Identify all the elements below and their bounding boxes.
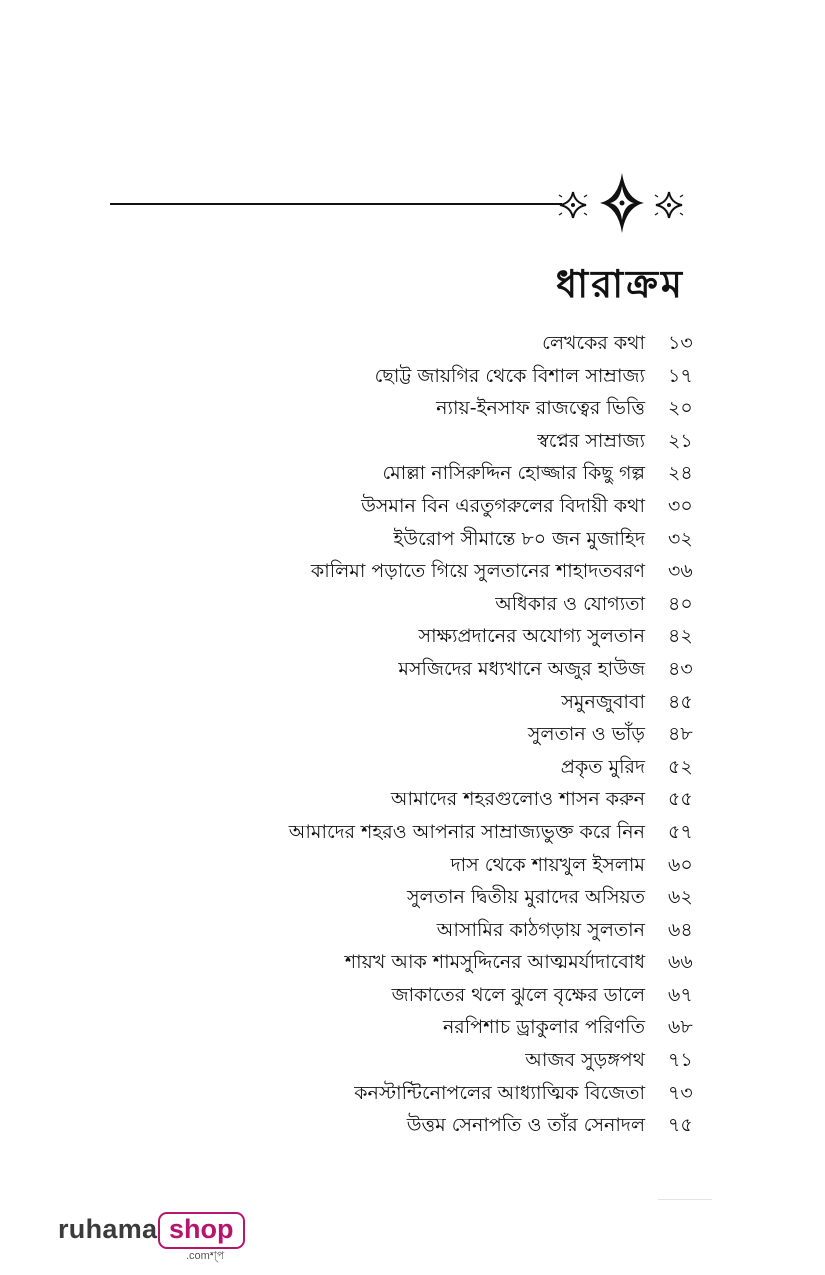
toc-entry-page: ১৩ (668, 332, 693, 354)
toc-entry-title: আসামির কাঠগড়ায় সুলতান (436, 918, 645, 941)
toc-title: ধারাক্রম (555, 262, 685, 306)
toc-entry (0, 686, 825, 719)
toc-entry-title: স্বপ্নের সাম্রাজ্য (537, 429, 645, 452)
toc-entry (0, 881, 825, 914)
toc-entry-title: জাকাতের থলে ঝুলে বৃক্ষের ডালে (391, 983, 645, 1006)
toc-entry-title: মসজিদের মধ্যখানে অজুর হাউজ (398, 657, 645, 680)
toc-entry-page: ২৪ (668, 462, 693, 485)
toc-entry-page: ৫২ (668, 755, 693, 778)
toc-entry-page: ৬৮ (668, 1016, 693, 1039)
toc-entry-page: ৬০ (668, 853, 693, 876)
toc-entry-page: ৪৮ (668, 723, 693, 746)
toc-entry (0, 425, 825, 458)
toc-entry (0, 979, 825, 1012)
toc-entry-title: দাস থেকে শায়খুল ইসলাম (450, 853, 645, 876)
toc-entry (0, 1077, 825, 1110)
toc-entry-title: শায়খ আক শামসুদ্দিনের আত্মমর্যাদাবোধ (344, 951, 645, 974)
toc-entry-title: আমাদের শহরগুলোও শাসন করুন (390, 788, 645, 811)
toc-entry-page: ২১ (668, 429, 693, 452)
toc-entry-page: ৭৩ (668, 1081, 693, 1104)
toc-entry (0, 718, 825, 751)
small-star-left-icon (559, 192, 587, 218)
logo-brand-text: ruhama (58, 1214, 158, 1244)
toc-entry-title: ন্যায়-ইনসাফ রাজত্বের ভিত্তি (436, 397, 645, 420)
toc-entry-title: প্রকৃত মুরিদ (560, 755, 645, 778)
logo-domain: .comশ্প (186, 1250, 225, 1262)
toc-entry-title: অধিকার ও যোগ্যতা (495, 592, 645, 615)
toc-entry (0, 457, 825, 490)
toc-entry-page: ৪৫ (668, 690, 693, 713)
toc-entry-page: ৫৭ (668, 820, 693, 843)
toc-entry-title: ইউরোপ সীমান্তে ৮০ জন মুজাহিদ (393, 527, 645, 550)
toc-entry-title: সাক্ষ্যপ্রদানের অযোগ্য সুলতান (418, 625, 645, 648)
toc-list (0, 327, 825, 1142)
toc-entry (0, 588, 825, 621)
toc-entry-page: ৩২ (668, 527, 693, 550)
toc-entry-title: ছোট্ট জায়গির থেকে বিশাল সাম্রাজ্য (374, 364, 645, 387)
toc-entry-page: ২০ (668, 397, 693, 420)
large-star-icon (600, 173, 644, 233)
logo-brand-box: shop (158, 1212, 245, 1249)
toc-entry-title: লেখকের কথা (542, 332, 645, 354)
toc-entry (0, 816, 825, 849)
toc-entry (0, 1044, 825, 1077)
toc-entry-title: আমাদের শহরও আপনার সাম্রাজ্যভুক্ত করে নিন (288, 820, 645, 843)
toc-entry (0, 1109, 825, 1142)
toc-entry-page: ৪৩ (668, 657, 693, 680)
toc-entry-title: সমুনজুবাবা (561, 690, 645, 713)
toc-entry-title: উসমান বিন এরতুগরুলের বিদায়ী কথা (361, 494, 645, 517)
toc-entry-page: ৩৬ (668, 560, 693, 583)
toc-entry (0, 555, 825, 588)
toc-entry (0, 751, 825, 784)
toc-entry (0, 914, 825, 947)
toc-entry (0, 392, 825, 425)
toc-entry-page: ৬৪ (668, 918, 693, 941)
toc-entry-title: মোল্লা নাসিরুদ্দিন হোজ্জার কিছু গল্প (382, 462, 645, 485)
toc-entry (0, 783, 825, 816)
footer-divider (658, 1199, 712, 1200)
toc-entry (0, 849, 825, 882)
toc-entry-title: আজব সুড়ঙ্গপথ (525, 1049, 645, 1072)
toc-entry-page: ৫৫ (668, 788, 693, 811)
toc-entry (0, 946, 825, 979)
toc-entry-title: কনস্টান্টিনোপলের আধ্যাত্মিক বিজেতা (354, 1081, 645, 1104)
toc-entry-page: ৬৭ (668, 983, 693, 1006)
toc-entry-title: সুলতান দ্বিতীয় মুরাদের অসিয়ত (406, 886, 645, 909)
toc-entry-page: ৬২ (668, 886, 693, 909)
toc-entry-page: ৬৬ (668, 951, 693, 974)
toc-entry-title: সুলতান ও ভাঁড় (527, 723, 645, 746)
toc-entry (0, 653, 825, 686)
toc-entry-title: নরপিশাচ ড্রাকুলার পরিণতি (442, 1016, 645, 1039)
toc-entry (0, 490, 825, 523)
toc-entry-page: ১৭ (668, 364, 693, 387)
toc-entry (0, 620, 825, 653)
toc-entry-page: ৩০ (668, 494, 693, 517)
small-star-right-icon (655, 192, 683, 218)
toc-entry-title: কালিমা পড়াতে গিয়ে সুলতানের শাহাদতবরণ (310, 560, 645, 583)
ornament-icon (555, 168, 690, 238)
toc-entry-page: ৪০ (668, 592, 693, 615)
toc-entry-title: উত্তম সেনাপতি ও তাঁর সেনাদল (406, 1114, 645, 1137)
toc-entry (0, 327, 825, 360)
toc-entry-page: ৭১ (668, 1049, 693, 1072)
toc-entry (0, 360, 825, 393)
toc-entry (0, 523, 825, 556)
toc-entry-page: ৭৫ (668, 1114, 693, 1137)
divider-line (110, 203, 562, 205)
toc-entry (0, 1011, 825, 1044)
toc-entry-page: ৪২ (668, 625, 693, 648)
